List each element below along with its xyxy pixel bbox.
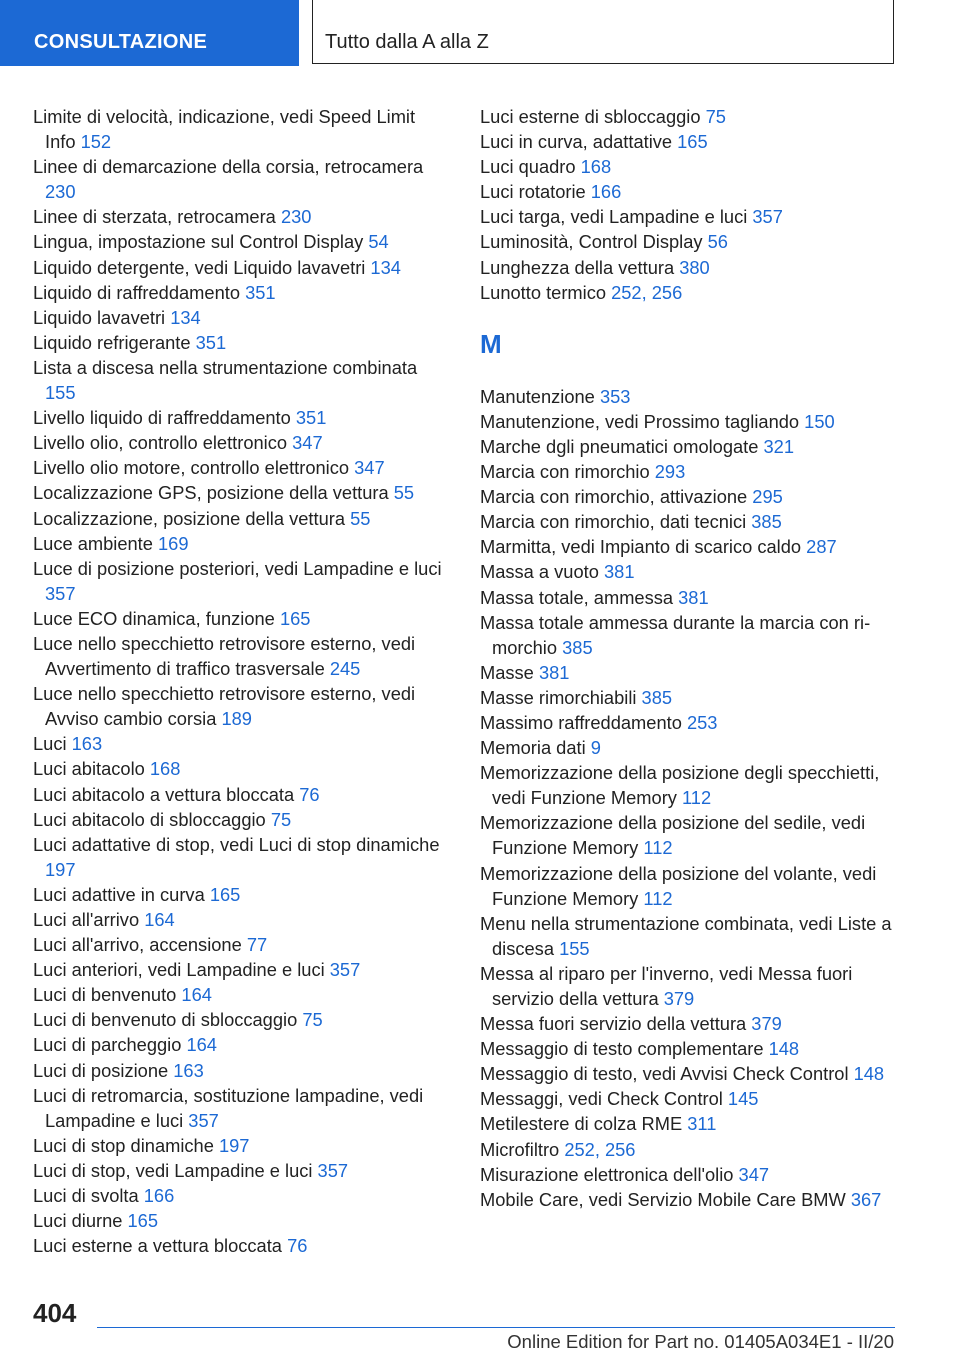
page-reference-link[interactable]: 112 bbox=[643, 837, 673, 859]
page-reference-link[interactable]: 155 bbox=[45, 382, 76, 404]
page-reference-link[interactable]: 351 bbox=[195, 331, 227, 353]
index-entry bbox=[480, 1011, 910, 1036]
index-entry bbox=[33, 882, 448, 907]
index-entry-text: Luce nello specchietto retrovisore esterno, vedi Avvertimento di traffico trasversale bbox=[33, 632, 416, 680]
index-entry-text: Limite di velocità, indicazione, vedi Speed Limit Info bbox=[33, 106, 416, 153]
page-reference-link[interactable]: 155 bbox=[559, 937, 590, 959]
index-entry-text: Livello liquido di raffreddamento bbox=[33, 407, 296, 429]
index-entry bbox=[480, 484, 910, 509]
index-entry-text: Massa totale ammessa durante la marcia con rimorchio bbox=[480, 611, 871, 658]
page-reference-link[interactable]: 134 bbox=[370, 256, 401, 278]
index-entry bbox=[480, 660, 910, 685]
index-entry bbox=[480, 229, 910, 254]
page-reference-link[interactable]: 245 bbox=[329, 658, 361, 680]
page-reference-link[interactable]: 134 bbox=[170, 306, 201, 328]
index-entry bbox=[33, 455, 448, 480]
page-reference-link[interactable]: 76 bbox=[299, 783, 320, 805]
index-entry bbox=[480, 434, 910, 459]
index-entry-text: Luci adattive in curva bbox=[33, 883, 210, 905]
page-reference-link[interactable]: 253 bbox=[686, 711, 718, 733]
page-reference-link[interactable]: 357 bbox=[317, 1159, 349, 1181]
page-reference-link[interactable]: 77 bbox=[246, 934, 268, 956]
index-column-left bbox=[33, 104, 448, 1258]
page-reference-link[interactable]: 351 bbox=[295, 407, 327, 429]
index-entry-text: Luci targa, vedi Lampadine e luci bbox=[480, 206, 753, 228]
index-entry bbox=[480, 459, 910, 484]
index-entry-text: Menu nella strumentazione combinata, vedi Liste a discesa bbox=[480, 912, 892, 959]
page-reference-link[interactable]: 75 bbox=[705, 106, 726, 127]
page-reference-link[interactable]: 150 bbox=[804, 410, 835, 432]
page-reference-link[interactable]: 357 bbox=[45, 582, 76, 604]
index-entry bbox=[33, 1058, 448, 1083]
page-reference-link[interactable]: 252, 256 bbox=[564, 1138, 636, 1160]
page-reference-link[interactable]: 145 bbox=[727, 1088, 759, 1110]
index-entry bbox=[480, 810, 910, 860]
index-entry bbox=[33, 305, 448, 330]
page-reference-link[interactable]: 380 bbox=[679, 256, 710, 278]
index-entry-text: Luci rotatorie bbox=[480, 181, 591, 203]
index-entry-text: Lunghezza della vettura bbox=[480, 256, 680, 278]
index-entry-text: Luci abitacolo di sbloccaggio bbox=[33, 808, 271, 830]
page-reference-link[interactable]: 112 bbox=[643, 887, 673, 909]
page-reference-link[interactable]: 385 bbox=[641, 686, 673, 708]
index-entry-text: Messaggio di testo complementare bbox=[480, 1038, 769, 1060]
index-entry-text: Luci all'arrivo bbox=[33, 909, 145, 930]
index-entry bbox=[480, 760, 910, 810]
page-reference-link[interactable]: 252, 256 bbox=[611, 281, 683, 303]
index-entry-text: Luci diurne bbox=[33, 1210, 128, 1232]
page-reference-link[interactable]: 152 bbox=[80, 131, 112, 153]
index-entry bbox=[33, 229, 448, 254]
page-reference-link[interactable]: 287 bbox=[806, 536, 837, 558]
index-entry bbox=[33, 556, 448, 606]
index-entry bbox=[480, 710, 910, 735]
index-entry bbox=[33, 204, 448, 229]
index-entry-text: Luci di posizione bbox=[33, 1059, 174, 1081]
index-entry bbox=[33, 1183, 448, 1208]
index-entry bbox=[480, 735, 910, 760]
index-entry bbox=[33, 1133, 448, 1158]
index-entry-text: Microfiltro bbox=[480, 1138, 565, 1160]
index-entry bbox=[480, 384, 910, 409]
page-reference-link[interactable]: 230 bbox=[280, 206, 312, 228]
index-entry bbox=[480, 1061, 910, 1086]
index-entry-text: Misurazione elettronica dell'olio bbox=[480, 1163, 739, 1185]
index-entry-text: Luce ambiente bbox=[33, 532, 159, 554]
page-reference-link[interactable]: 75 bbox=[302, 1009, 323, 1031]
index-entry bbox=[33, 832, 448, 882]
page-reference-link[interactable]: 347 bbox=[292, 432, 323, 454]
index-entry bbox=[33, 255, 448, 280]
index-entry bbox=[480, 509, 910, 534]
index-column-right bbox=[480, 104, 910, 1212]
index-entry bbox=[33, 807, 448, 832]
index-entry bbox=[33, 355, 448, 405]
page-reference-link[interactable]: 168 bbox=[149, 758, 181, 780]
page-reference-link[interactable]: 165 bbox=[127, 1210, 159, 1232]
index-entry-text: Messa al riparo per l'inverno, vedi Messa fuori servizio della vettura bbox=[480, 962, 853, 1009]
index-entry-text: Luci di benvenuto bbox=[33, 984, 182, 1006]
index-entry bbox=[480, 280, 910, 305]
index-entry-text: Marche dgli pneumatici omologate bbox=[480, 435, 764, 457]
page-reference-link[interactable]: 357 bbox=[752, 206, 783, 228]
index-entry-text: Masse rimorchiabili bbox=[480, 686, 642, 708]
index-entry bbox=[480, 534, 910, 559]
index-entry-text: Marcia con rimorchio, attivazione bbox=[480, 486, 753, 508]
index-entry-text: Localizzazione, posizione della vettura bbox=[33, 507, 351, 529]
page-reference-link[interactable]: 164 bbox=[181, 984, 212, 1006]
index-entry-text: Metilestere di colza RME bbox=[480, 1113, 688, 1135]
index-entry bbox=[33, 506, 448, 531]
page-reference-link[interactable]: 381 bbox=[678, 586, 709, 608]
index-entry-text: Livello olio, controllo elettronico bbox=[33, 432, 293, 454]
page-reference-link[interactable]: 169 bbox=[158, 532, 189, 554]
index-entry-text: Luci anteriori, vedi Lampadine e luci bbox=[33, 959, 330, 981]
index-entry-text: Lingua, impostazione sul Control Display bbox=[33, 231, 369, 253]
index-entry-text: Luci di svolta bbox=[33, 1185, 144, 1207]
page-reference-link[interactable]: 353 bbox=[599, 385, 631, 407]
index-entry-text: Luci bbox=[33, 733, 72, 755]
page-reference-link[interactable]: 197 bbox=[218, 1134, 250, 1156]
index-entry bbox=[33, 982, 448, 1007]
index-entry bbox=[480, 1036, 910, 1061]
page-reference-link[interactable]: 293 bbox=[654, 461, 686, 483]
index-entry-text: Luci in curva, adattative bbox=[480, 131, 678, 153]
index-entry-text: Manutenzione, vedi Prossimo tagliando bbox=[480, 410, 805, 432]
index-entry bbox=[480, 1086, 910, 1111]
index-entry bbox=[33, 1007, 448, 1032]
index-entry-text: Mobile Care, vedi Servizio Mobile Care BMW bbox=[480, 1188, 851, 1210]
page-reference-link[interactable]: 321 bbox=[763, 435, 795, 457]
index-entry bbox=[480, 1137, 910, 1162]
index-entry bbox=[33, 932, 448, 957]
page-reference-link[interactable]: 165 bbox=[677, 131, 708, 153]
page-reference-link[interactable]: 163 bbox=[173, 1059, 204, 1081]
page-reference-link[interactable]: 9 bbox=[590, 737, 601, 759]
index-entry-text: Luci quadro bbox=[480, 156, 581, 178]
edition-note: Online Edition for Part no. 01405A034E1 - II/20 bbox=[507, 1331, 894, 1352]
index-entry-text: Luce ECO dinamica, funzione bbox=[33, 607, 280, 629]
index-entry bbox=[33, 330, 448, 355]
page-reference-link[interactable]: 385 bbox=[562, 636, 593, 658]
index-entry bbox=[33, 430, 448, 455]
index-entry bbox=[33, 681, 448, 731]
index-entry-text: Masse bbox=[480, 661, 539, 683]
index-entry bbox=[480, 154, 910, 179]
page-reference-link[interactable]: 295 bbox=[752, 486, 783, 508]
index-entry-text: Massa totale, ammessa bbox=[480, 586, 679, 608]
page-reference-link[interactable]: 197 bbox=[45, 858, 76, 880]
index-entry-text: Livello olio motore, controllo elettronico bbox=[33, 457, 355, 479]
page-reference-link[interactable]: 381 bbox=[603, 561, 635, 583]
page-reference-link[interactable]: 357 bbox=[329, 959, 361, 981]
index-entry bbox=[480, 961, 910, 1011]
index-entry bbox=[33, 405, 448, 430]
index-entry-text: Liquido detergente, vedi Liquido lavavetri bbox=[33, 256, 371, 278]
page-reference-link[interactable]: 166 bbox=[143, 1185, 175, 1207]
index-entry bbox=[480, 1111, 910, 1136]
index-entry bbox=[33, 756, 448, 781]
index-entry-text: Luci adattative di stop, vedi Luci di stop dinamiche bbox=[33, 833, 440, 855]
page-reference-link[interactable]: 351 bbox=[245, 281, 276, 303]
index-entry bbox=[33, 104, 448, 154]
page-reference-link[interactable]: 347 bbox=[354, 457, 385, 479]
index-entry-text: Marcia con rimorchio bbox=[480, 461, 655, 483]
index-entry-text: Luci esterne a vettura bloccata bbox=[33, 1235, 288, 1257]
index-entry-text: Memorizzazione della posizione del sedile, vedi Funzione Memory bbox=[480, 812, 866, 859]
index-entry-text: Memorizzazione della posizione del volante, vedi Funzione Memory bbox=[480, 862, 877, 909]
page-reference-link[interactable]: 55 bbox=[350, 507, 371, 529]
page-reference-link[interactable]: 75 bbox=[270, 808, 292, 830]
page-reference-link[interactable]: 385 bbox=[751, 511, 782, 533]
index-entry-text: Marcia con rimorchio, dati tecnici bbox=[480, 511, 752, 533]
index-entry-text: Liquido di raffreddamento bbox=[33, 281, 246, 303]
page-reference-link[interactable]: 55 bbox=[393, 482, 415, 504]
index-entry bbox=[33, 154, 448, 204]
index-entry-text: Marmitta, vedi Impianto di scarico caldo bbox=[480, 536, 807, 558]
index-entry bbox=[480, 104, 910, 129]
chapter-title: Tutto dalla A alla Z bbox=[312, 0, 894, 64]
index-entry-text: Memorizzazione della posizione degli specchietti, vedi Funzione Memory bbox=[480, 762, 880, 809]
index-entry-text: Luci di retromarcia, sostituzione lampadine, vedi Lampadine e luci bbox=[33, 1084, 424, 1131]
page-reference-link[interactable]: 54 bbox=[368, 231, 389, 253]
index-entry-text: Luce di posizione posteriori, vedi Lampadine e luci bbox=[33, 557, 442, 579]
index-entry bbox=[480, 911, 910, 961]
page-reference-link[interactable]: 347 bbox=[738, 1163, 770, 1185]
index-group-m bbox=[480, 384, 910, 1212]
index-entry-text: Luci abitacolo bbox=[33, 758, 150, 780]
index-entry bbox=[33, 1032, 448, 1057]
page-reference-link[interactable]: 379 bbox=[663, 988, 695, 1009]
page-reference-link[interactable]: 189 bbox=[221, 708, 252, 730]
index-entry bbox=[33, 1083, 448, 1133]
index-entry bbox=[33, 957, 448, 982]
page-reference-link[interactable]: 379 bbox=[751, 1013, 782, 1035]
page-reference-link[interactable]: 168 bbox=[580, 156, 612, 178]
index-entry-text: Luci di stop, vedi Lampadine e luci bbox=[33, 1159, 318, 1181]
index-entry-text: Massimo raffreddamento bbox=[480, 711, 687, 733]
index-entry bbox=[480, 204, 910, 229]
index-entry bbox=[480, 129, 910, 154]
index-entry bbox=[480, 559, 910, 584]
index-entry bbox=[480, 610, 910, 660]
page-reference-link[interactable]: 166 bbox=[590, 181, 622, 203]
section-tab: CONSULTAZIONE bbox=[0, 0, 299, 66]
index-entry-text: Liquido refrigerante bbox=[33, 331, 196, 353]
index-entry bbox=[33, 907, 448, 932]
index-entry bbox=[480, 409, 910, 434]
page-reference-link[interactable]: 381 bbox=[538, 661, 570, 683]
index-entry bbox=[480, 1187, 910, 1212]
page-reference-link[interactable]: 367 bbox=[850, 1188, 882, 1210]
index-entry-text: Localizzazione GPS, posizione della vettura bbox=[33, 482, 394, 504]
page-reference-link[interactable]: 357 bbox=[188, 1109, 219, 1131]
index-entry-text: Memoria dati bbox=[480, 737, 591, 759]
page-reference-link[interactable]: 164 bbox=[186, 1034, 217, 1056]
index-entry-text: Lunotto termico bbox=[480, 281, 612, 303]
page-reference-link[interactable]: 165 bbox=[209, 883, 241, 905]
page-reference-link[interactable]: 165 bbox=[279, 607, 311, 629]
index-entry-text: Luminosità, Control Display bbox=[480, 231, 708, 253]
index-entry-text: Messaggi, vedi Check Control bbox=[480, 1088, 728, 1110]
index-entry bbox=[480, 179, 910, 204]
index-entry-text: Messa fuori servizio della vettura bbox=[480, 1013, 752, 1035]
page-reference-link[interactable]: 230 bbox=[45, 181, 76, 203]
index-entry bbox=[33, 631, 448, 681]
index-entry bbox=[33, 731, 448, 756]
index-entry-text: Manutenzione bbox=[480, 385, 600, 407]
index-entry bbox=[33, 531, 448, 556]
page-reference-link[interactable]: 148 bbox=[768, 1038, 800, 1060]
index-entry bbox=[480, 685, 910, 710]
index-entry-text: Luci di benvenuto di sbloccaggio bbox=[33, 1009, 303, 1031]
footer-divider bbox=[97, 1327, 895, 1328]
index-entry bbox=[33, 782, 448, 807]
index-entry-text: Luce nello specchietto retrovisore esterno, vedi Avviso cambio corsia bbox=[33, 683, 416, 730]
index-entry-text: Linee di sterzata, retrocamera bbox=[33, 206, 281, 228]
index-entry bbox=[33, 480, 448, 505]
index-entry-text: Luci abitacolo a vettura bloccata bbox=[33, 783, 300, 805]
index-entry-text: Lista a discesa nella strumentazione combinata bbox=[33, 356, 418, 378]
index-group-l bbox=[480, 104, 910, 305]
letter-heading-m: M bbox=[480, 328, 502, 359]
index-entry bbox=[33, 1158, 448, 1183]
index-entry bbox=[33, 280, 448, 305]
index-entry bbox=[480, 861, 910, 911]
index-entry bbox=[33, 1233, 448, 1258]
page-reference-link[interactable]: 163 bbox=[71, 733, 103, 755]
index-entry bbox=[33, 1208, 448, 1233]
index-entry-text: Messaggio di testo, vedi Avvisi Check Control bbox=[480, 1063, 854, 1085]
index-entry-text: Linee di demarcazione della corsia, retrocamera bbox=[33, 156, 424, 178]
page-reference-link[interactable]: 112 bbox=[682, 787, 712, 809]
index-entry-text: Massa a vuoto bbox=[480, 561, 604, 583]
page-reference-link[interactable]: 148 bbox=[853, 1063, 885, 1085]
index-entry-text: Liquido lavavetri bbox=[33, 306, 171, 328]
index-entry bbox=[33, 606, 448, 631]
page-reference-link[interactable]: 56 bbox=[707, 231, 728, 253]
page-number: 404 bbox=[33, 1298, 77, 1328]
page-reference-link[interactable]: 311 bbox=[687, 1113, 717, 1135]
page-reference-link[interactable]: 76 bbox=[287, 1235, 308, 1257]
index-entry-text: Luci esterne di sbloccaggio bbox=[480, 106, 706, 127]
page-reference-link[interactable]: 164 bbox=[144, 909, 175, 930]
index-entry bbox=[480, 1162, 910, 1187]
index-entry-text: Luci di parcheggio bbox=[33, 1034, 187, 1056]
index-entry bbox=[480, 255, 910, 280]
page-header bbox=[0, 0, 960, 66]
index-entry-text: Luci di stop dinamiche bbox=[33, 1134, 219, 1156]
index-entry bbox=[480, 585, 910, 610]
index-entry-text: Luci all'arrivo, accensione bbox=[33, 934, 247, 956]
